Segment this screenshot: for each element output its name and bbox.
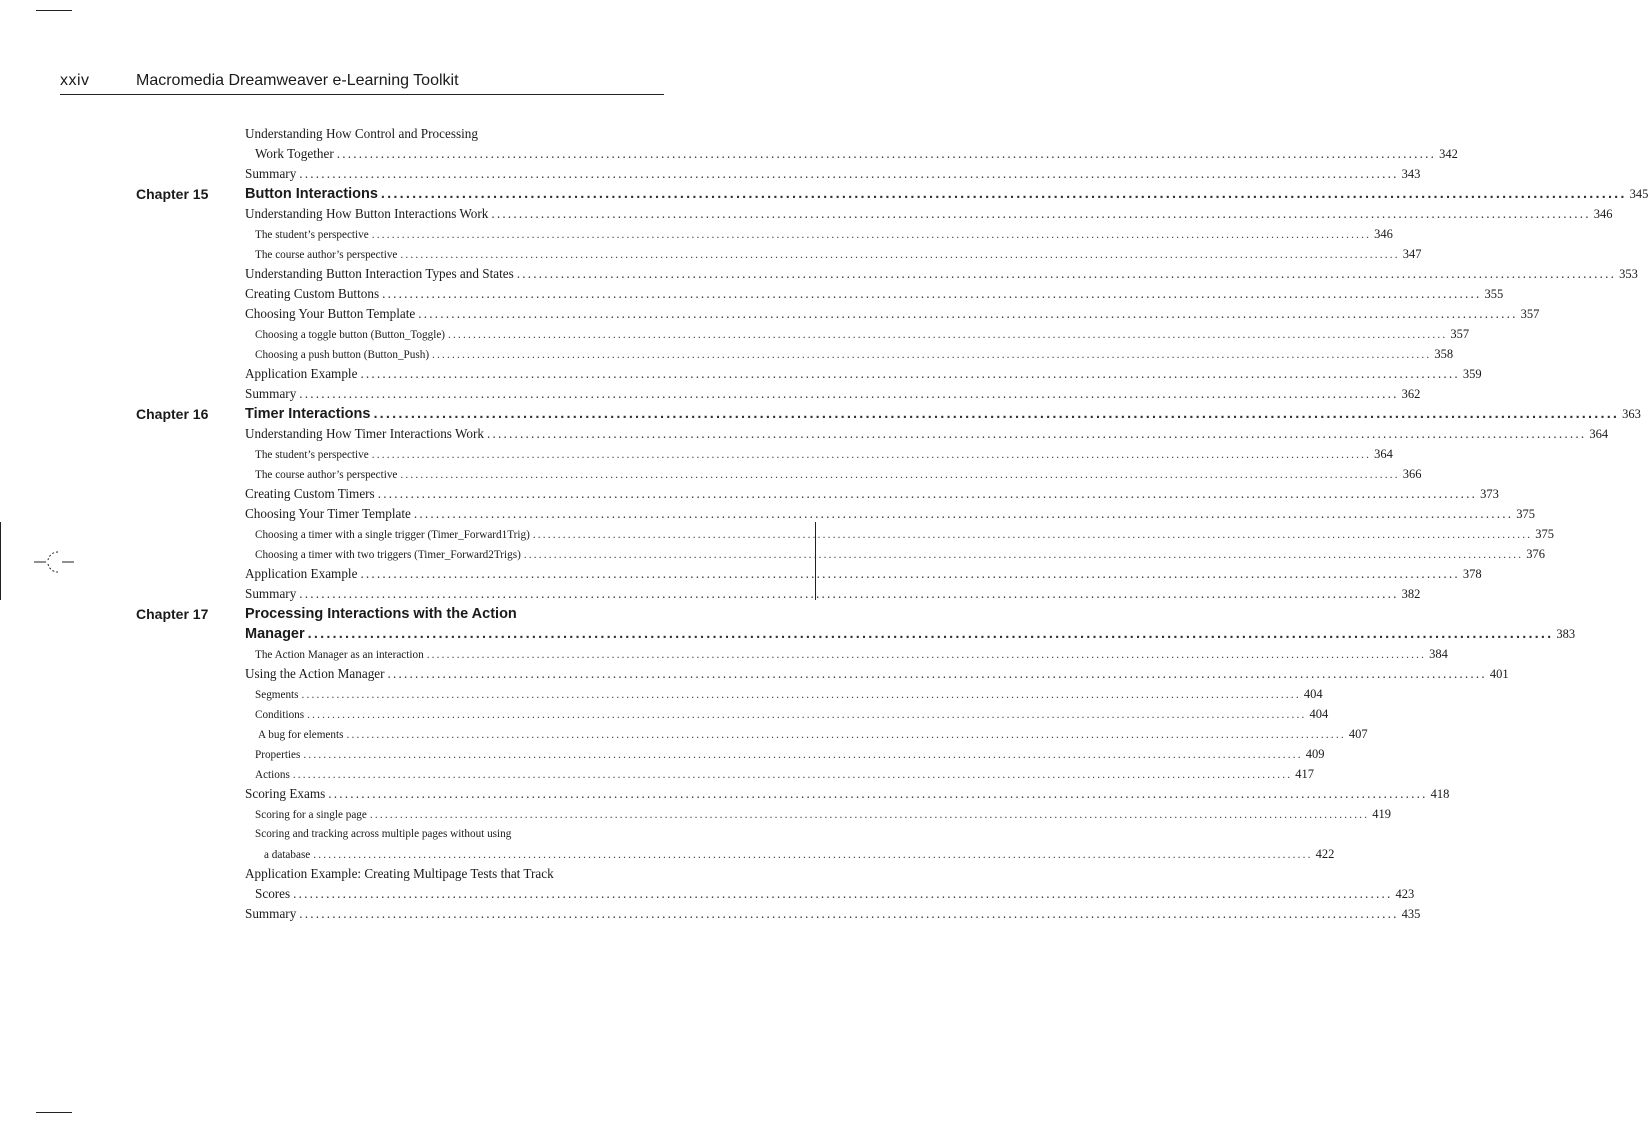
toc-page-number: 364 [1374, 447, 1393, 461]
leader-dots: ........................................................................................................................................................................................................ [328, 786, 1428, 801]
leader-dots: ........................................................................................................................................................................................................ [413, 506, 1514, 521]
toc-entry[interactable] [245, 904, 1421, 924]
toc-entry-title: Properties [255, 749, 301, 761]
leader-dots: ........................................................................................................................................................................................................ [313, 849, 1313, 861]
toc-chapter-row [0, 404, 1641, 424]
toc-subentry[interactable] [255, 324, 1470, 345]
toc-subentry[interactable] [255, 684, 1323, 705]
toc-entry-title: Segments [255, 689, 299, 701]
leader-dots: ........................................................................................................................................................................................................ [371, 229, 1372, 241]
leader-dots: ........................................................................................................................................................................................................ [432, 349, 1432, 361]
toc-chapter-row [0, 624, 1576, 644]
toc-row [0, 864, 816, 884]
toc-page-number: 404 [1303, 687, 1323, 701]
toc-page-number: 357 [1520, 307, 1540, 321]
book-title: Macromedia Dreamweaver e-Learning Toolkit [136, 72, 459, 89]
toc-entry[interactable] [245, 384, 1421, 404]
toc-entry[interactable] [255, 884, 1415, 904]
chapter-title: Manager [245, 626, 305, 642]
toc-entry[interactable] [245, 264, 1638, 284]
toc-entry-title: Choosing Your Button Template [245, 306, 416, 321]
leader-dots: ........................................................................................................................................................................................................ [426, 649, 1427, 661]
leader-dots: ........................................................................................................................................................................................................ [532, 529, 1533, 541]
chapter-label: Chapter 16 [136, 406, 209, 422]
toc-entry-title: Work Together [255, 146, 334, 161]
leader-dots: ........................................................................................................................................................................................................ [299, 166, 1399, 181]
toc-subentry[interactable] [255, 224, 1393, 245]
toc-entry-title: Creating Custom Timers [245, 486, 375, 501]
toc-page-number: 375 [1535, 527, 1554, 541]
leader-dots: ........................................................................................................................................................................................................ [523, 549, 1524, 561]
leader-dots: ........................................................................................................................................................................................................ [387, 666, 1487, 681]
leader-dots: ........................................................................................................................................................................................................ [299, 906, 1399, 921]
leader-dots: ........................................................................................................................................................................................................ [377, 486, 1478, 501]
toc-row [0, 144, 1458, 164]
leader-dots: ........................................................................................................................................................................................................ [360, 566, 1460, 581]
toc-chapter-row [0, 184, 1648, 204]
toc-page-number: 401 [1489, 667, 1509, 681]
toc-page-number: 378 [1462, 567, 1482, 581]
toc-page-number: 422 [1315, 847, 1335, 861]
leader-dots: ........................................................................................................................................................................................................ [400, 249, 1400, 261]
toc-chapter-entry[interactable] [245, 404, 1641, 424]
leader-dots: ........................................................................................................................................................................................................ [516, 266, 1617, 281]
leader-dots: ........................................................................................................................................................................................................ [380, 186, 1627, 202]
toc-page-number: 375 [1516, 507, 1536, 521]
leader-dots: ........................................................................................................................................................................................................ [448, 329, 1448, 341]
toc-entry-title: The course author’s perspective [255, 469, 398, 481]
toc-subentry[interactable] [258, 724, 1368, 745]
table-of-contents [0, 124, 1648, 924]
leader-dots: ........................................................................................................................................................................................................ [486, 426, 1587, 441]
toc-entry[interactable] [245, 424, 1609, 444]
toc-entry-title: Scoring and tracking across multiple pages without using [255, 828, 512, 840]
toc-entry-title: Summary [245, 906, 297, 921]
toc-page-number: 409 [1305, 747, 1325, 761]
toc-entry-title: Understanding How Timer Interactions Work [245, 426, 484, 441]
toc-entry[interactable] [245, 204, 1613, 224]
toc-entry[interactable] [245, 784, 1450, 804]
chapter-label: Chapter 15 [136, 186, 209, 202]
toc-subentry[interactable] [264, 844, 1335, 865]
toc-entry[interactable] [245, 504, 1536, 524]
toc-page-number: 384 [1429, 647, 1448, 661]
toc-page-number: 358 [1434, 347, 1454, 361]
leader-dots: ........................................................................................................................................................................................................ [307, 626, 1554, 642]
toc-entry[interactable] [245, 304, 1540, 324]
leader-dots: ........................................................................................................................................................................................................ [360, 366, 1460, 381]
toc-entry-title: The student’s perspective [255, 229, 369, 241]
toc-entry-title: Understanding Button Interaction Types and States [245, 266, 514, 281]
toc-entry[interactable] [245, 584, 1421, 604]
chapter-title: Timer Interactions [245, 406, 371, 422]
leader-dots: ........................................................................................................................................................................................................ [299, 586, 1399, 601]
toc-entry-title: Choosing a timer with a single trigger (Timer_Forward1Trig) [255, 529, 530, 541]
leader-dots: ........................................................................................................................................................................................................ [400, 469, 1400, 481]
toc-page-number: 366 [1402, 467, 1422, 481]
toc-entry-title: Understanding How Control and Processing [245, 126, 478, 141]
chapter-label: Chapter 17 [136, 606, 209, 622]
toc-entry-title: Scores [255, 886, 291, 901]
leader-dots: ........................................................................................................................................................................................................ [346, 729, 1346, 741]
toc-chapter-entry[interactable] [245, 624, 1576, 644]
toc-entry-title: A bug for elements [258, 729, 344, 741]
toc-entry-title: Summary [245, 386, 297, 401]
toc-page-number: 359 [1462, 367, 1482, 381]
leader-dots: ........................................................................................................................................................................................................ [303, 749, 1303, 761]
toc-entry-title: Choosing a push button (Button_Push) [255, 349, 430, 361]
toc-page-number: 345 [1629, 187, 1648, 201]
crop-mark-top [36, 10, 72, 11]
leader-dots: ........................................................................................................................................................................................................ [336, 146, 1437, 161]
toc-row [0, 124, 816, 144]
toc-page-number: 373 [1480, 487, 1499, 501]
leader-dots: ........................................................................................................................................................................................................ [371, 449, 1372, 461]
toc-entry-title: Scoring Exams [245, 786, 326, 801]
toc-entry[interactable] [245, 564, 1482, 584]
leader-dots: ........................................................................................................................................................................................................ [491, 206, 1591, 221]
toc-page-number: 376 [1526, 547, 1545, 561]
toc-page-number: 417 [1295, 767, 1314, 781]
toc-entry-title: Conditions [255, 709, 305, 721]
toc-subentry[interactable] [255, 804, 1391, 825]
toc-page-number: 355 [1484, 287, 1504, 301]
toc-entry[interactable] [245, 284, 1504, 304]
toc-entry[interactable] [245, 664, 1509, 684]
toc-entry-title: Summary [245, 166, 297, 181]
toc-entry-title: The course author’s perspective [255, 249, 398, 261]
toc-entry-title: Application Example [245, 566, 358, 581]
toc-subentry[interactable] [255, 744, 1325, 765]
toc-entry[interactable] [255, 144, 1458, 164]
toc-page-number: 346 [1374, 227, 1393, 241]
toc-page-number: 363 [1622, 407, 1641, 421]
toc-subentry[interactable] [255, 464, 1422, 485]
leader-dots: ........................................................................................................................................................................................................ [292, 769, 1293, 781]
toc-entry-title: Summary [245, 586, 297, 601]
toc-subentry[interactable] [255, 444, 1393, 465]
toc-row [0, 164, 1421, 184]
toc-page-number: 346 [1593, 207, 1613, 221]
toc-entry-title: Choosing a toggle button (Button_Toggle) [255, 329, 446, 341]
leader-dots: ........................................................................................................................................................................................................ [369, 809, 1370, 821]
toc-row [0, 824, 816, 844]
toc-page-number: 383 [1556, 627, 1576, 641]
toc-page-number: 353 [1619, 267, 1638, 281]
toc-subentry[interactable] [255, 644, 1448, 665]
toc-page-number: 343 [1401, 167, 1421, 181]
running-head [60, 72, 664, 95]
toc-entry-title: Scoring for a single page [255, 809, 367, 821]
toc-entry[interactable] [245, 484, 1499, 504]
toc-page-number: 357 [1450, 327, 1470, 341]
toc-entry-title: The Action Manager as an interaction [255, 649, 424, 661]
toc-entry-title: Application Example [245, 366, 358, 381]
toc-subentry[interactable] [255, 524, 1554, 545]
toc-subentry[interactable] [255, 704, 1329, 725]
toc-entry-title: Actions [255, 769, 290, 781]
toc-entry[interactable] [245, 164, 1421, 184]
page-folio: xxiv [60, 72, 90, 89]
toc-page-number: 435 [1401, 907, 1421, 921]
toc-page-number: 407 [1348, 727, 1368, 741]
chapter-title: Processing Interactions with the Action [245, 606, 517, 622]
toc-page-number: 404 [1309, 707, 1329, 721]
toc-page-number: 423 [1395, 887, 1415, 901]
crop-mark-bottom [36, 1112, 72, 1113]
toc-subentry[interactable] [255, 344, 1454, 365]
leader-dots: ........................................................................................................................................................................................................ [373, 406, 1620, 422]
toc-page-number: 418 [1430, 787, 1450, 801]
toc-entry-title: The student’s perspective [255, 449, 369, 461]
toc-page-number: 342 [1439, 147, 1458, 161]
toc-page-number: 419 [1372, 807, 1391, 821]
toc-subentry[interactable] [255, 244, 1422, 265]
toc-entry-title: a database [264, 849, 311, 861]
toc-subentry[interactable] [255, 764, 1314, 785]
toc-entry-title: Choosing Your Timer Template [245, 506, 411, 521]
chapter-title: Button Interactions [245, 186, 378, 202]
toc-page-number: 382 [1401, 587, 1421, 601]
toc-entry-title: Application Example: Creating Multipage Tests that Track [245, 866, 554, 881]
toc-chapter-row [0, 604, 816, 624]
toc-subentry[interactable] [255, 544, 1545, 565]
toc-entry-title: Using the Action Manager [245, 666, 385, 681]
toc-page-number: 347 [1402, 247, 1422, 261]
toc-entry-title: Understanding How Button Interactions Work [245, 206, 489, 221]
leader-dots: ........................................................................................................................................................................................................ [299, 386, 1399, 401]
leader-dots: ........................................................................................................................................................................................................ [293, 886, 1393, 901]
toc-entry-title: Choosing a timer with two triggers (Timer_Forward2Trigs) [255, 549, 521, 561]
leader-dots: ........................................................................................................................................................................................................ [382, 286, 1482, 301]
toc-page-number: 364 [1589, 427, 1609, 441]
toc-entry[interactable] [245, 364, 1482, 384]
toc-page-number: 362 [1401, 387, 1421, 401]
leader-dots: ........................................................................................................................................................................................................ [418, 306, 1518, 321]
leader-dots: ........................................................................................................................................................................................................ [301, 689, 1301, 701]
leader-dots: ........................................................................................................................................................................................................ [307, 709, 1307, 721]
toc-chapter-entry[interactable] [245, 184, 1648, 204]
toc-entry-title: Creating Custom Buttons [245, 286, 380, 301]
